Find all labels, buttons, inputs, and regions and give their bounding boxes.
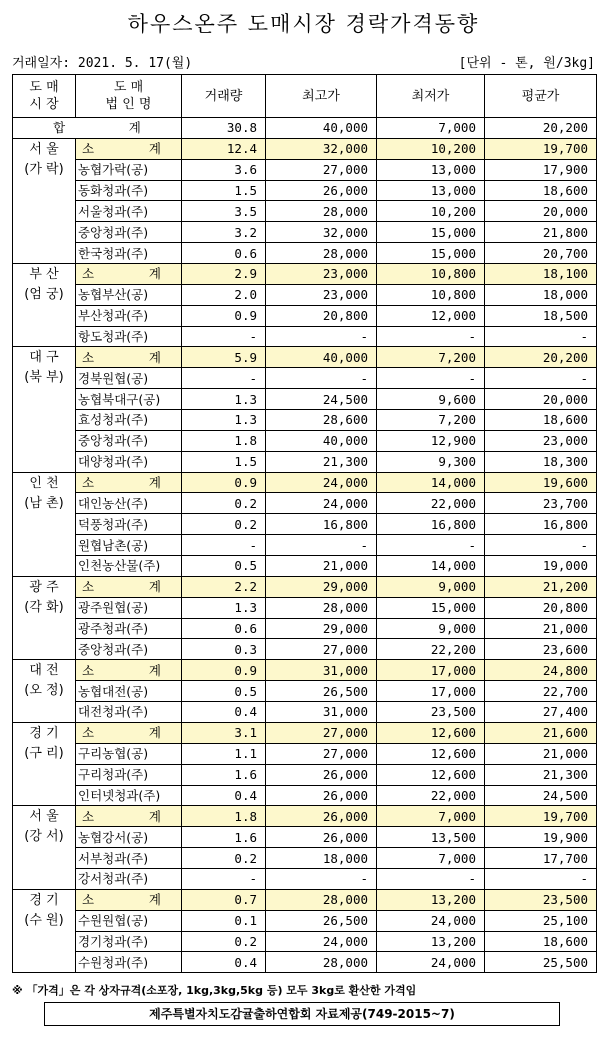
company-name: 인천농산물(주) <box>76 556 182 577</box>
company-name: 대인농산(주) <box>76 493 182 514</box>
min-price-cell: 7,200 <box>377 410 485 431</box>
table-row <box>13 785 597 806</box>
table-row <box>13 618 597 639</box>
total-label: 합 계 <box>13 118 182 139</box>
max-price-cell: 26,000 <box>266 827 377 848</box>
company-name: 구리청과(주) <box>76 764 182 785</box>
avg-price-cell: 24,800 <box>485 660 597 681</box>
company-name: 동화청과(주) <box>76 180 182 201</box>
company-name: 소 계 <box>76 264 182 285</box>
max-price-cell: - <box>266 868 377 889</box>
avg-price-cell: 25,500 <box>485 952 597 973</box>
company-name: 소 계 <box>76 660 182 681</box>
avg-price-cell: 21,300 <box>485 764 597 785</box>
header-avg: 평균가 <box>485 75 597 118</box>
max-price-cell: 21,300 <box>266 451 377 472</box>
volume-cell: 3.5 <box>182 201 266 222</box>
min-price-cell: 13,200 <box>377 889 485 910</box>
table-row <box>13 597 597 618</box>
table-row <box>13 201 597 222</box>
max-price-cell: - <box>266 368 377 389</box>
footnote: ※ 「가격」은 각 상자규격(소포장, 1kg,3kg,5kg 등) 모두 3kg로 환산한 가격임 <box>12 984 417 997</box>
volume-cell: 0.2 <box>182 848 266 869</box>
trade-date: 거래일자: 2021. 5. 17(월) <box>12 56 193 71</box>
avg-price-cell: 19,900 <box>485 827 597 848</box>
avg-price-cell: 22,700 <box>485 681 597 702</box>
header-company: 도 매 법 인 명 <box>76 75 182 118</box>
min-price-cell: 22,000 <box>377 493 485 514</box>
table-row <box>13 430 597 451</box>
market-name: 광 주 (각 화) <box>13 576 76 659</box>
min-price-cell: - <box>377 535 485 556</box>
max-price-cell: 32,000 <box>266 138 377 159</box>
avg-price-cell: 18,100 <box>485 264 597 285</box>
min-price-cell: 14,000 <box>377 472 485 493</box>
table-row <box>13 159 597 180</box>
volume-cell: 0.2 <box>182 493 266 514</box>
company-name: 중앙청과(주) <box>76 222 182 243</box>
avg-price-cell: 18,600 <box>485 931 597 952</box>
volume-cell: 1.6 <box>182 827 266 848</box>
max-price-cell: 27,000 <box>266 743 377 764</box>
avg-price-cell: 23,000 <box>485 430 597 451</box>
company-name: 소 계 <box>76 472 182 493</box>
company-name: 강서청과(주) <box>76 868 182 889</box>
table-row <box>13 284 597 305</box>
company-name: 중앙청과(주) <box>76 430 182 451</box>
min-price-cell: 13,500 <box>377 827 485 848</box>
max-price-cell: 26,000 <box>266 806 377 827</box>
min-price-cell: 12,000 <box>377 305 485 326</box>
volume-cell: 0.2 <box>182 931 266 952</box>
volume-cell: 3.6 <box>182 159 266 180</box>
max-price-cell: 23,000 <box>266 284 377 305</box>
max-price-cell: 28,000 <box>266 952 377 973</box>
avg-price-cell: 18,600 <box>485 180 597 201</box>
company-name: 경북원협(공) <box>76 368 182 389</box>
market-name: 대 구 (북 부) <box>13 347 76 472</box>
min-price-cell: - <box>377 368 485 389</box>
volume-cell: 0.2 <box>182 514 266 535</box>
table-row <box>13 681 597 702</box>
max-price-cell: 28,000 <box>266 201 377 222</box>
volume-cell: 2.0 <box>182 284 266 305</box>
min-price-cell: 24,000 <box>377 952 485 973</box>
price-table <box>12 74 597 973</box>
company-name: 효성청과(주) <box>76 410 182 431</box>
company-name: 한국청과(주) <box>76 243 182 264</box>
source-credit: 제주특별자치도감귤출하연합회 자료제공(749-2015~7) <box>44 1002 560 1026</box>
total-volume: 30.8 <box>182 118 266 139</box>
table-row <box>13 493 597 514</box>
subtotal-row <box>13 138 597 159</box>
company-name: 부산청과(주) <box>76 305 182 326</box>
max-price-cell: 26,000 <box>266 785 377 806</box>
table-row <box>13 535 597 556</box>
company-name: 광주원협(공) <box>76 597 182 618</box>
table-row <box>13 305 597 326</box>
company-name: 농협부산(공) <box>76 284 182 305</box>
volume-cell: 1.6 <box>182 764 266 785</box>
max-price-cell: 31,000 <box>266 660 377 681</box>
subtotal-row <box>13 264 597 285</box>
company-name: 소 계 <box>76 138 182 159</box>
min-price-cell: 9,300 <box>377 451 485 472</box>
table-row <box>13 222 597 243</box>
subtotal-row <box>13 347 597 368</box>
page-title: 하우스온주 도매시장 경락가격동향 <box>127 12 480 36</box>
volume-cell: 1.8 <box>182 806 266 827</box>
avg-price-cell: 19,700 <box>485 806 597 827</box>
avg-price-cell: - <box>485 368 597 389</box>
subtotal-row <box>13 660 597 681</box>
table-row <box>13 639 597 660</box>
volume-cell: 0.6 <box>182 618 266 639</box>
avg-price-cell: 21,000 <box>485 743 597 764</box>
volume-cell: - <box>182 368 266 389</box>
company-name: 항도청과(주) <box>76 326 182 347</box>
table-row <box>13 243 597 264</box>
min-price-cell: 13,200 <box>377 931 485 952</box>
max-price-cell: 16,800 <box>266 514 377 535</box>
max-price-cell: 40,000 <box>266 430 377 451</box>
market-name: 경 기 (구 리) <box>13 722 76 805</box>
volume-cell: 0.9 <box>182 472 266 493</box>
volume-cell: 1.1 <box>182 743 266 764</box>
table-row <box>13 514 597 535</box>
min-price-cell: 10,800 <box>377 284 485 305</box>
table-row <box>13 368 597 389</box>
max-price-cell: 24,500 <box>266 389 377 410</box>
max-price-cell: 26,500 <box>266 910 377 931</box>
min-price-cell: 23,500 <box>377 702 485 723</box>
company-name: 소 계 <box>76 722 182 743</box>
min-price-cell: 7,000 <box>377 806 485 827</box>
min-price-cell: 12,600 <box>377 743 485 764</box>
avg-price-cell: 20,700 <box>485 243 597 264</box>
market-name: 인 천 (남 촌) <box>13 472 76 576</box>
max-price-cell: 26,000 <box>266 180 377 201</box>
min-price-cell: 14,000 <box>377 556 485 577</box>
company-name: 중앙청과(주) <box>76 639 182 660</box>
avg-price-cell: 17,700 <box>485 848 597 869</box>
volume-cell: 1.5 <box>182 451 266 472</box>
volume-cell: 0.1 <box>182 910 266 931</box>
subtotal-row <box>13 806 597 827</box>
header-volume: 거래량 <box>182 75 266 118</box>
table-row <box>13 180 597 201</box>
max-price-cell: 32,000 <box>266 222 377 243</box>
company-name: 원협남촌(공) <box>76 535 182 556</box>
company-name: 서부청과(주) <box>76 848 182 869</box>
max-price-cell: 24,000 <box>266 472 377 493</box>
min-price-cell: 9,600 <box>377 389 485 410</box>
min-price-cell: 12,600 <box>377 722 485 743</box>
company-name: 소 계 <box>76 806 182 827</box>
company-name: 인터넷청과(주) <box>76 785 182 806</box>
min-price-cell: - <box>377 326 485 347</box>
avg-price-cell: 18,500 <box>485 305 597 326</box>
avg-price-cell: 24,500 <box>485 785 597 806</box>
max-price-cell: 28,000 <box>266 889 377 910</box>
company-name: 대양청과(주) <box>76 451 182 472</box>
min-price-cell: 22,200 <box>377 639 485 660</box>
volume-cell: - <box>182 868 266 889</box>
max-price-cell: 23,000 <box>266 264 377 285</box>
avg-price-cell: 21,600 <box>485 722 597 743</box>
subtotal-row <box>13 722 597 743</box>
company-name: 덕풍청과(주) <box>76 514 182 535</box>
header-market: 도 매 시 장 <box>13 75 76 118</box>
company-name: 대전청과(주) <box>76 702 182 723</box>
min-price-cell: 16,800 <box>377 514 485 535</box>
max-price-cell: 28,000 <box>266 597 377 618</box>
max-price-cell: 26,000 <box>266 764 377 785</box>
volume-cell: 1.3 <box>182 597 266 618</box>
min-price-cell: - <box>377 868 485 889</box>
company-name: 소 계 <box>76 576 182 597</box>
avg-price-cell: 18,600 <box>485 410 597 431</box>
avg-price-cell: 17,900 <box>485 159 597 180</box>
subtotal-row <box>13 472 597 493</box>
company-name: 수원청과(주) <box>76 952 182 973</box>
volume-cell: 2.2 <box>182 576 266 597</box>
min-price-cell: 9,000 <box>377 576 485 597</box>
volume-cell: 3.2 <box>182 222 266 243</box>
company-name: 소 계 <box>76 889 182 910</box>
avg-price-cell: 23,500 <box>485 889 597 910</box>
min-price-cell: 13,000 <box>377 159 485 180</box>
avg-price-cell: 25,100 <box>485 910 597 931</box>
company-name: 광주청과(주) <box>76 618 182 639</box>
volume-cell: 0.4 <box>182 702 266 723</box>
min-price-cell: 10,200 <box>377 138 485 159</box>
max-price-cell: 27,000 <box>266 722 377 743</box>
avg-price-cell: 20,800 <box>485 597 597 618</box>
table-row <box>13 326 597 347</box>
min-price-cell: 15,000 <box>377 597 485 618</box>
table-row <box>13 743 597 764</box>
volume-cell: 0.5 <box>182 556 266 577</box>
company-name: 구리농협(공) <box>76 743 182 764</box>
avg-price-cell: 20,200 <box>485 347 597 368</box>
company-name: 농협가락(공) <box>76 159 182 180</box>
min-price-cell: 7,000 <box>377 848 485 869</box>
company-name: 농협강서(공) <box>76 827 182 848</box>
min-price-cell: 13,000 <box>377 180 485 201</box>
volume-cell: 2.9 <box>182 264 266 285</box>
total-min: 7,000 <box>377 118 485 139</box>
table-row <box>13 451 597 472</box>
table-row <box>13 702 597 723</box>
volume-cell: 1.8 <box>182 430 266 451</box>
volume-cell: 0.9 <box>182 660 266 681</box>
min-price-cell: 15,000 <box>377 222 485 243</box>
volume-cell: - <box>182 326 266 347</box>
table-row <box>13 764 597 785</box>
unit-label: [단위 - 톤, 원/3kg] <box>458 56 595 71</box>
company-name: 수원원협(공) <box>76 910 182 931</box>
avg-price-cell: 21,800 <box>485 222 597 243</box>
min-price-cell: 7,200 <box>377 347 485 368</box>
max-price-cell: 29,000 <box>266 576 377 597</box>
avg-price-cell: 19,700 <box>485 138 597 159</box>
max-price-cell: 28,600 <box>266 410 377 431</box>
company-name: 경기청과(주) <box>76 931 182 952</box>
volume-cell: 1.5 <box>182 180 266 201</box>
table-row <box>13 556 597 577</box>
volume-cell: 0.7 <box>182 889 266 910</box>
max-price-cell: 28,000 <box>266 243 377 264</box>
min-price-cell: 12,900 <box>377 430 485 451</box>
table-row <box>13 868 597 889</box>
avg-price-cell: 23,600 <box>485 639 597 660</box>
min-price-cell: 15,000 <box>377 243 485 264</box>
min-price-cell: 17,000 <box>377 681 485 702</box>
total-max: 40,000 <box>266 118 377 139</box>
avg-price-cell: 20,000 <box>485 201 597 222</box>
market-name: 대 전 (오 정) <box>13 660 76 723</box>
min-price-cell: 10,200 <box>377 201 485 222</box>
volume-cell: 1.3 <box>182 410 266 431</box>
max-price-cell: 40,000 <box>266 347 377 368</box>
volume-cell: 0.3 <box>182 639 266 660</box>
company-name: 농협대전(공) <box>76 681 182 702</box>
table-row <box>13 389 597 410</box>
max-price-cell: 27,000 <box>266 159 377 180</box>
volume-cell: 12.4 <box>182 138 266 159</box>
volume-cell: 0.5 <box>182 681 266 702</box>
subtotal-row <box>13 576 597 597</box>
max-price-cell: 20,800 <box>266 305 377 326</box>
avg-price-cell: - <box>485 535 597 556</box>
max-price-cell: 27,000 <box>266 639 377 660</box>
min-price-cell: 9,000 <box>377 618 485 639</box>
max-price-cell: 21,000 <box>266 556 377 577</box>
table-row <box>13 910 597 931</box>
table-row <box>13 848 597 869</box>
avg-price-cell: 21,000 <box>485 618 597 639</box>
volume-cell: 3.1 <box>182 722 266 743</box>
avg-price-cell: 18,000 <box>485 284 597 305</box>
volume-cell: - <box>182 535 266 556</box>
min-price-cell: 12,600 <box>377 764 485 785</box>
avg-price-cell: 19,000 <box>485 556 597 577</box>
market-name: 경 기 (수 원) <box>13 889 76 972</box>
company-name: 소 계 <box>76 347 182 368</box>
avg-price-cell: 16,800 <box>485 514 597 535</box>
avg-price-cell: - <box>485 868 597 889</box>
market-name: 서 울 (가 락) <box>13 138 76 263</box>
subtotal-row <box>13 889 597 910</box>
avg-price-cell: - <box>485 326 597 347</box>
company-name: 서울청과(주) <box>76 201 182 222</box>
volume-cell: 0.4 <box>182 785 266 806</box>
avg-price-cell: 20,000 <box>485 389 597 410</box>
avg-price-cell: 21,200 <box>485 576 597 597</box>
min-price-cell: 24,000 <box>377 910 485 931</box>
max-price-cell: 26,500 <box>266 681 377 702</box>
min-price-cell: 10,800 <box>377 264 485 285</box>
max-price-cell: 31,000 <box>266 702 377 723</box>
avg-price-cell: 27,400 <box>485 702 597 723</box>
header-max: 최고가 <box>266 75 377 118</box>
min-price-cell: 17,000 <box>377 660 485 681</box>
max-price-cell: - <box>266 535 377 556</box>
volume-cell: 1.3 <box>182 389 266 410</box>
company-name: 농협북대구(공) <box>76 389 182 410</box>
volume-cell: 0.9 <box>182 305 266 326</box>
max-price-cell: 24,000 <box>266 493 377 514</box>
total-row <box>13 118 597 139</box>
max-price-cell: 24,000 <box>266 931 377 952</box>
max-price-cell: 29,000 <box>266 618 377 639</box>
avg-price-cell: 19,600 <box>485 472 597 493</box>
max-price-cell: - <box>266 326 377 347</box>
market-name: 부 산 (엄 궁) <box>13 264 76 347</box>
volume-cell: 0.6 <box>182 243 266 264</box>
table-row <box>13 827 597 848</box>
market-name: 서 울 (강 서) <box>13 806 76 889</box>
table-row <box>13 952 597 973</box>
avg-price-cell: 18,300 <box>485 451 597 472</box>
table-row <box>13 410 597 431</box>
header-min: 최저가 <box>377 75 485 118</box>
total-avg: 20,200 <box>485 118 597 139</box>
max-price-cell: 18,000 <box>266 848 377 869</box>
min-price-cell: 22,000 <box>377 785 485 806</box>
table-row <box>13 931 597 952</box>
subheader <box>12 52 595 70</box>
table-header-row <box>13 75 597 118</box>
volume-cell: 0.4 <box>182 952 266 973</box>
avg-price-cell: 23,700 <box>485 493 597 514</box>
volume-cell: 5.9 <box>182 347 266 368</box>
